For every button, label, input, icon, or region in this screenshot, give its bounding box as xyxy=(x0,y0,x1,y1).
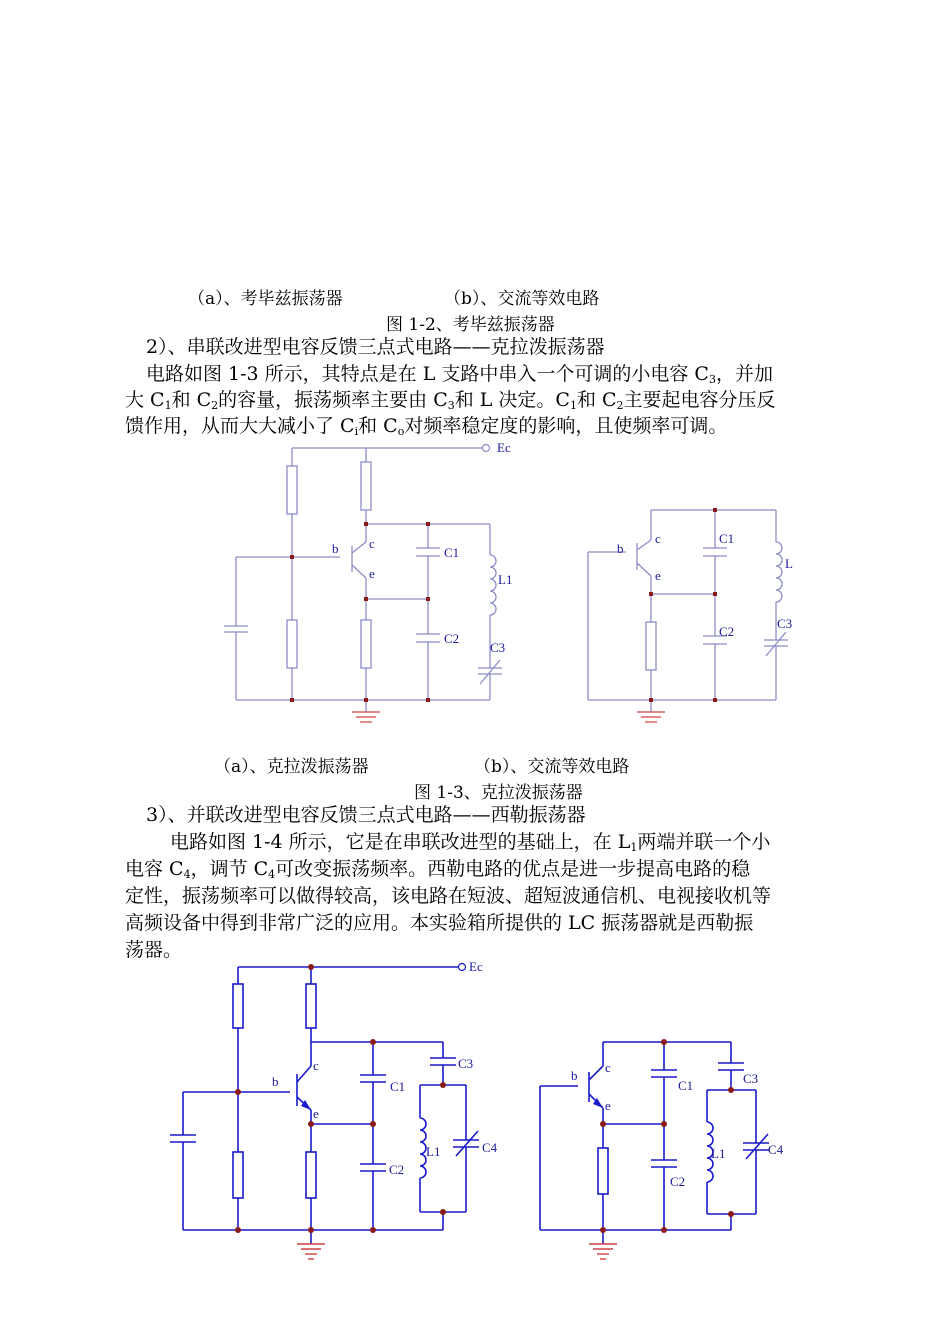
fig13-caption: 图 1-3、克拉泼振荡器 xyxy=(414,783,583,803)
fig13-c-label: c xyxy=(369,536,375,551)
fig14r-c2-label: C2 xyxy=(670,1174,686,1189)
fig14r-c1-label: C1 xyxy=(678,1078,694,1093)
fig14-e-label: e xyxy=(313,1106,319,1121)
fig12-sub-a: （a）、考毕兹振荡器 xyxy=(188,289,343,309)
fig13-l1-label: L1 xyxy=(498,572,513,587)
fig13r-c1-label: C1 xyxy=(719,531,735,546)
fig14-circuit-diagram xyxy=(0,958,950,1278)
sec3-heading: 3）、并联改进型电容反馈三点式电路——西勒振荡器 xyxy=(146,804,586,826)
sec3-line2: 电容 $C_4$，调节 $C_4$可改变振荡频率。西勒电路的优点是进一步提高电路的稳 xyxy=(125,858,751,881)
fig13r-b-label: b xyxy=(617,541,624,556)
fig12-sub-b: （b）、交流等效电路 xyxy=(444,289,600,309)
fig13r-c2-label: C2 xyxy=(719,624,735,639)
fig12-caption: 图 1-2、考毕兹振荡器 xyxy=(386,315,555,335)
fig14-c1-label: C1 xyxy=(390,1079,406,1094)
sec2-line2: 大 $C_1$和 $C_2$的容量，振荡频率主要由 $C_3$和 L 决定。$C_1$和 $C_2$主要起电容分压反 xyxy=(125,389,776,412)
fig13r-e-label: e xyxy=(655,568,661,583)
fig13-b-label: b xyxy=(332,541,339,556)
fig13r-c-label: c xyxy=(655,531,661,546)
fig13r-c3-label: C3 xyxy=(777,616,793,631)
fig14r-c3-label: C3 xyxy=(743,1071,759,1086)
sec2-line3: 馈作用，从而大大减小了 $C_i$和 $C_o$对频率稳定度的影响，且使频率可调。 xyxy=(125,415,728,438)
fig14r-b-label: b xyxy=(571,1068,578,1083)
sec3-line3: 定性，振荡频率可以做得较高，该电路在短波、超短波通信机、电视接收机等 xyxy=(125,885,772,907)
fig14r-l1-label: L1 xyxy=(711,1146,726,1161)
fig14-c4-label: C4 xyxy=(482,1140,498,1155)
fig13-sub-a: （a）、克拉泼振荡器 xyxy=(214,757,369,777)
fig14-c3-label: C3 xyxy=(458,1056,474,1071)
fig14-b-label: b xyxy=(272,1074,279,1089)
sec3-line1: 电路如图 1-4 所示，它是在串联改进型的基础上，在 $L_1$两端并联一个小 xyxy=(170,831,771,854)
sec3-line5: 荡器。 xyxy=(125,939,183,961)
fig13-c1-label: C1 xyxy=(444,545,460,560)
fig13-circuit-diagram xyxy=(0,440,950,740)
fig14r-c-label: c xyxy=(605,1060,611,1075)
fig14-l1-label: L1 xyxy=(426,1144,441,1159)
fig14r-c4-label: C4 xyxy=(768,1142,784,1157)
fig14-c2-label: C2 xyxy=(389,1162,405,1177)
fig13r-l-label: L xyxy=(785,556,793,571)
sec2-line1: 电路如图 1-3 所示，其特点是在 L 支路中串入一个可调的小电容 $C_3$，并加 xyxy=(146,363,773,386)
fig13-c2-label: C2 xyxy=(444,631,460,646)
fig13-sub-b: （b）、交流等效电路 xyxy=(474,757,630,777)
fig13-ec-label: Ec xyxy=(497,440,511,455)
sec3-line4: 高频设备中得到非常广泛的应用。本实验箱所提供的 LC 振荡器就是西勒振 xyxy=(125,912,754,934)
fig13-e-label: e xyxy=(369,566,375,581)
sec2-heading: 2）、串联改进型电容反馈三点式电路——克拉泼振荡器 xyxy=(146,336,605,358)
fig14-c-label: c xyxy=(313,1058,319,1073)
fig13-c3-label: C3 xyxy=(490,640,506,655)
fig14r-e-label: e xyxy=(605,1098,611,1113)
fig14-ec-label: Ec xyxy=(469,959,483,974)
